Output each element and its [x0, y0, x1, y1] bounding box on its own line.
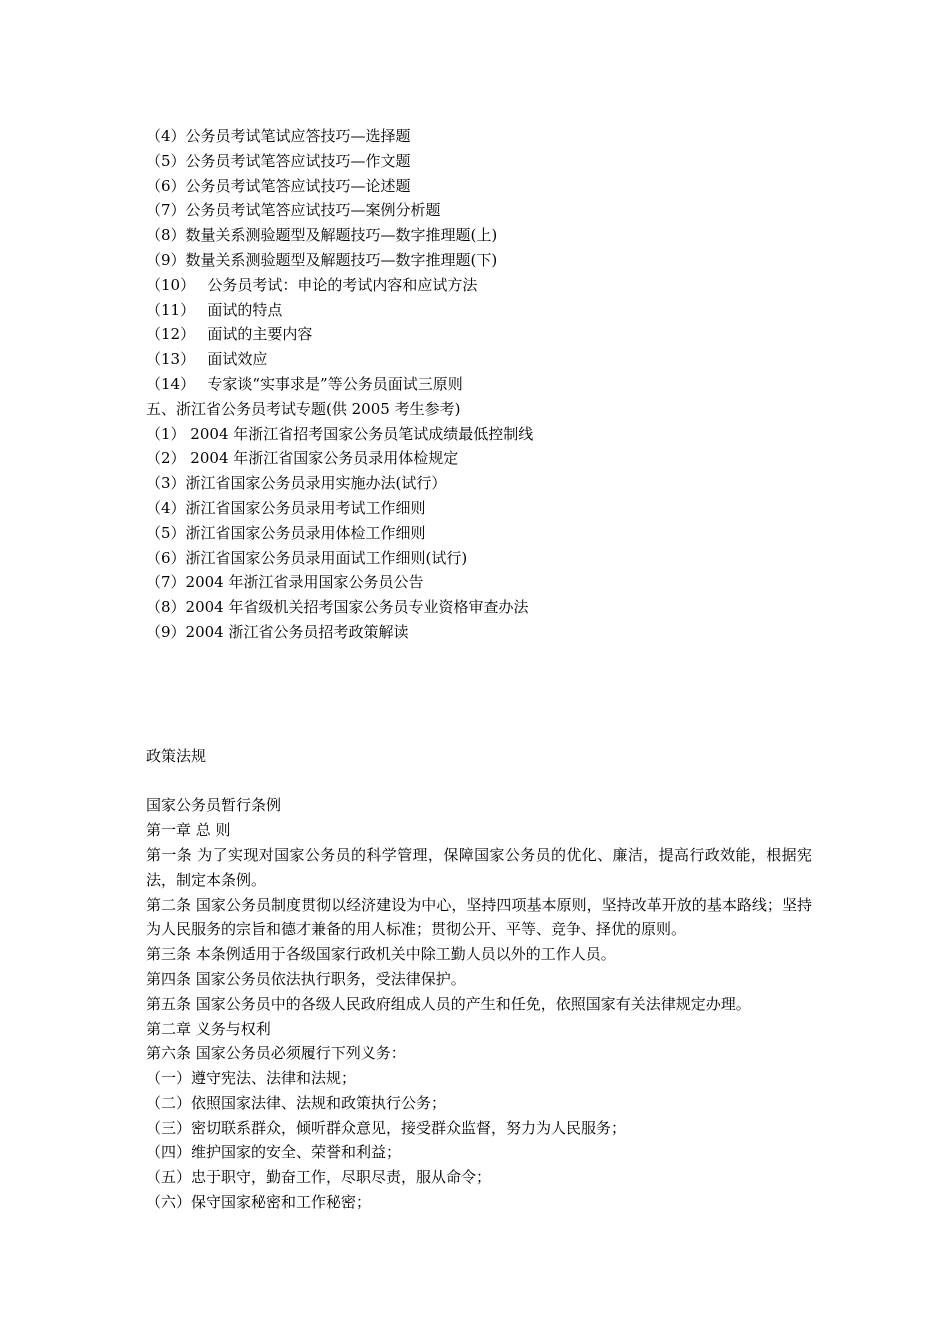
list-item: （12） 面试的主要内容	[146, 325, 313, 344]
list-item: （五）忠于职守，勤奋工作，尽职尽责，服从命令；	[146, 1168, 492, 1187]
list-item: （11） 面试的特点	[146, 300, 283, 319]
list-item: （5）公务员考试笔答应试技巧—作文题	[146, 151, 411, 170]
section-heading-zhejiang: 五、浙江省公务员考试专题(供 2005 考生参考)	[146, 399, 461, 418]
list-item: （4）浙江省国家公务员录用考试工作细则	[146, 498, 426, 517]
list-item: （三）密切联系群众，倾听群众意见，接受群众监督，努力为人民服务；	[146, 1118, 627, 1137]
list-item: （9）2004 浙江省公务员招考政策解读	[146, 622, 409, 641]
list-item: （3）浙江省国家公务员录用实施办法(试行）	[146, 474, 447, 493]
list-item: （13） 面试效应	[146, 350, 268, 369]
policy-heading: 政策法规	[146, 746, 207, 765]
article-paragraph: 第六条 国家公务员必须履行下列义务：	[146, 1044, 406, 1063]
list-item: （10） 公务员考试：申论的考试内容和应试方法	[146, 275, 478, 294]
list-item: （2） 2004 年浙江省国家公务员录用体检规定	[146, 449, 459, 468]
list-item: （8）数量关系测验题型及解题技巧—数字推理题(上)	[146, 226, 498, 245]
article-paragraph: 第三条 本条例适用于各级国家行政机关中除工勤人员以外的工作人员。	[146, 945, 616, 964]
list-item: （8）2004 年省级机关招考国家公务员专业资格审查办法	[146, 598, 529, 617]
document-page	[146, 124, 812, 1215]
article-paragraph: 第一条 为了实现对国家公务员的科学管理，保障国家公务员的优化、廉洁，提高行政效能，根据宪法，制定本条例。	[146, 845, 812, 889]
list-item: （1） 2004 年浙江省招考国家公务员笔试成绩最低控制线	[146, 424, 534, 443]
list-item: （4）公务员考试笔试应答技巧—选择题	[146, 127, 411, 145]
list-item: （四）维护国家的安全、荣誉和利益；	[146, 1143, 402, 1162]
zhejiang-topics-list	[146, 422, 812, 645]
duties-list	[146, 1066, 812, 1215]
list-item: （六）保守国家秘密和工作秘密；	[146, 1193, 372, 1212]
exam-tips-list	[146, 124, 812, 397]
list-item: （二）依照国家法律、法规和政策执行公务；	[146, 1093, 447, 1112]
article-paragraph: 第二条 国家公务员制度贯彻以经济建设为中心，坚持四项基本原则，坚持改革开放的基本路线；坚持为人民服务的宗旨和德才兼备的用人标准；贯彻公开、平等、竞争、择优的原则。	[146, 895, 812, 939]
spacer	[146, 645, 812, 744]
list-item: （9）数量关系测验题型及解题技巧—数字推理题(下)	[146, 250, 498, 269]
list-item: （7）公务员考试笔答应试技巧—案例分析题	[146, 201, 441, 220]
list-item: （6）公务员考试笔答应试技巧—论述题	[146, 176, 411, 195]
chapter-heading: 第二章 义务与权利	[146, 1019, 271, 1038]
article-paragraph: 第五条 国家公务员中的各级人民政府组成人员的产生和任免，依照国家有关法律规定办理。	[146, 994, 751, 1013]
spacer	[146, 769, 812, 794]
document-title: 国家公务员暂行条例	[146, 796, 282, 815]
list-item: （6）浙江省国家公务员录用面试工作细则(试行)	[146, 548, 468, 567]
list-item: （5）浙江省国家公务员录用体检工作细则	[146, 523, 426, 542]
list-item: （一）遵守宪法、法律和法规；	[146, 1069, 357, 1088]
list-item: （14） 专家谈“实事求是”等公务员面试三原则	[146, 374, 463, 393]
article-paragraph: 第四条 国家公务员依法执行职务，受法律保护。	[146, 969, 466, 988]
list-item: （7）2004 年浙江省录用国家公务员公告	[146, 573, 424, 592]
chapter-heading: 第一章 总 则	[146, 821, 231, 840]
